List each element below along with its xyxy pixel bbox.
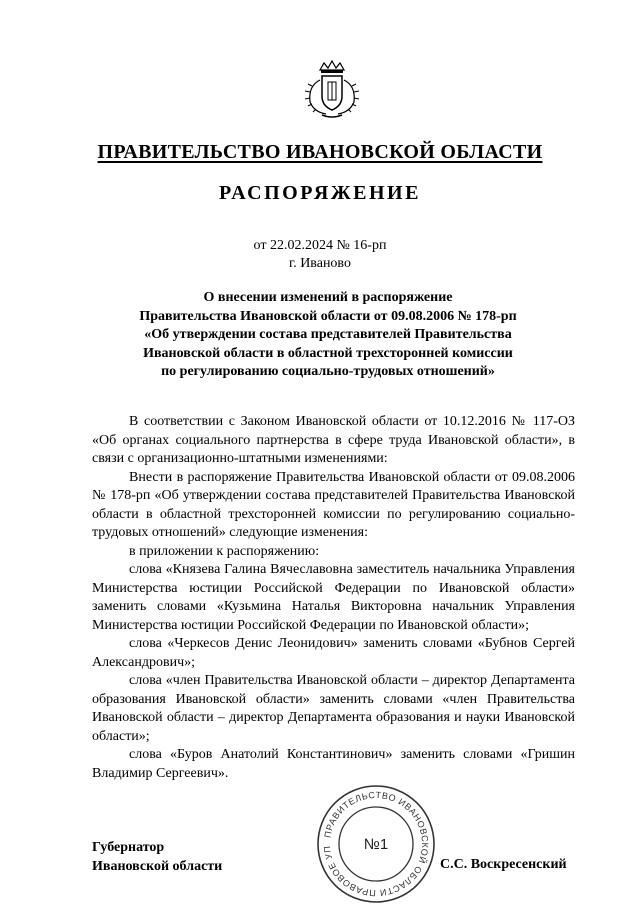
body-paragraph: Внести в распоряжение Правительства Ивановской области от 09.08.2006 № 178-рп «Об утверждении состава представителей Правительства Ивановской области в областной трехсторонней комиссии по регулированию социально-трудовых отношений» следующие изменения: <box>92 469 575 540</box>
subject-line: «Об утверждении состава представителей Правительства <box>144 327 512 342</box>
city: г. Иваново <box>289 256 351 271</box>
signatory-title: Губернатор Ивановской области <box>92 840 223 874</box>
svg-text:№1: №1 <box>363 836 389 853</box>
document-body <box>92 413 575 783</box>
body-paragraph: В соответствии с Законом Ивановской области от 10.12.2016 № 117-ОЗ «Об органах социального партнерства в сфере труда Ивановской области», в связи с организационно-штатными изменениями: <box>92 414 575 466</box>
date-number: от 22.02.2024 № 16-рп <box>253 238 387 253</box>
body-paragraph: слова «Князева Галина Вячеславовна заместитель начальника Управления Министерства юстиции Российской Федерации по Ивановской области» заменить словами «Кузьмина Наталья Викторовна начальник Управления Министерства юстиции Российской Федерации по Ивановской области»; <box>92 562 575 633</box>
body-paragraph: слова «Черкесов Денис Леонидович» заменить словами «Бубнов Сергей Александрович»; <box>92 636 575 670</box>
subject-line: Ивановской области в областной трехсторонней комиссии <box>143 345 513 361</box>
signatory-name: С.С. Воскресенский <box>440 857 567 872</box>
subject-line: Правительства Ивановской области от 09.08.2006 № 178-рп <box>139 308 517 324</box>
document-type: РАСПОРЯЖЕНИЕ <box>219 182 421 204</box>
body-paragraph: в приложении к распоряжению: <box>129 543 320 559</box>
round-stamp-icon <box>315 783 437 905</box>
body-paragraph: слова «Буров Анатолий Константинович» заменить словами «Гришин Владимир Сергеевич». <box>92 747 575 781</box>
subject-line: по регулированию социально-трудовых отношений» <box>161 364 495 379</box>
document-subject <box>92 289 564 382</box>
government-title: ПРАВИТЕЛЬСТВО ИВАНОВСКОЙ ОБЛАСТИ <box>97 141 543 163</box>
document-meta <box>0 237 640 273</box>
svg-text:ПРАВИТЕЛЬСТВО ИВАНОВСКОЙ ОБЛАС: ПРАВИТЕЛЬСТВО ИВАНОВСКОЙ ОБЛАСТИ ПРАВОВОЕ УП <box>321 789 431 899</box>
coat-of-arms-icon <box>296 60 368 120</box>
subject-line: О внесении изменений в распоряжение <box>203 290 453 305</box>
body-paragraph: слова «член Правительства Ивановской области – директор Департамента образования Ивановской области» заменить словами «член Правительства Ивановской области – директор Департамента образования и науки Ивановской области»; <box>92 673 575 744</box>
